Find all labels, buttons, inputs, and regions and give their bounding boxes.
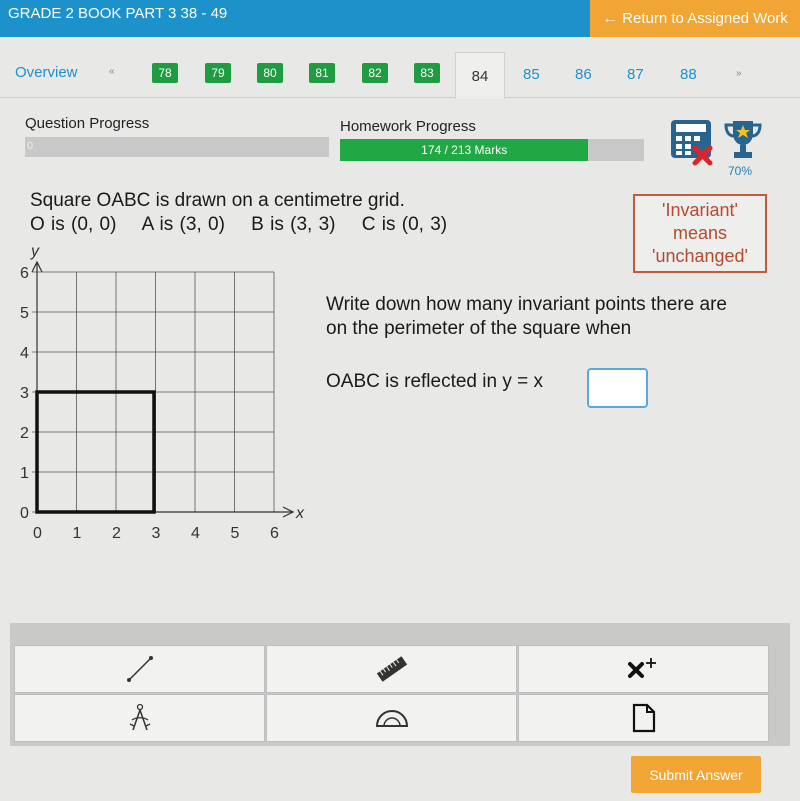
x-tick-label: 0 bbox=[33, 525, 42, 542]
x-tick-label: 2 bbox=[112, 525, 121, 542]
question-79-chip[interactable]: 79 bbox=[205, 63, 231, 83]
question-85-link[interactable]: 85 bbox=[523, 66, 540, 83]
return-to-assigned-work-button[interactable] bbox=[590, 0, 800, 37]
drawing-tools-panel bbox=[10, 623, 790, 746]
overview-link[interactable]: Overview bbox=[15, 64, 78, 81]
question-86-link[interactable]: 86 bbox=[575, 66, 592, 83]
line-tool-button[interactable] bbox=[14, 645, 265, 693]
prompt-line-2: on the perimeter of the square when bbox=[326, 318, 632, 339]
x-tick-label: 1 bbox=[72, 525, 82, 542]
prompt-line-1: Write down how many invariant points there are bbox=[326, 294, 727, 315]
question-88-link[interactable]: 88 bbox=[680, 66, 697, 83]
coord-b: B is (3, 3) bbox=[251, 214, 336, 235]
coordinate-grid bbox=[18, 240, 318, 545]
y-tick-label: 6 bbox=[20, 265, 29, 282]
homework-progress-bar bbox=[340, 139, 644, 161]
y-tick-label: 3 bbox=[20, 385, 29, 402]
x-tick-label: 3 bbox=[151, 525, 161, 542]
x-tick-label: 4 bbox=[191, 525, 200, 542]
question-navigation bbox=[0, 52, 800, 98]
y-axis-label: y bbox=[31, 243, 39, 260]
blank-page-tool-button[interactable] bbox=[518, 694, 769, 742]
vertex-coordinates bbox=[30, 214, 447, 236]
square-oabc bbox=[37, 392, 154, 512]
compass-tool-button[interactable] bbox=[14, 694, 265, 742]
x-tick-label: 6 bbox=[270, 525, 279, 542]
y-tick-label: 2 bbox=[20, 425, 29, 442]
question-text: Square OABC is drawn on a centimetre grid. bbox=[30, 190, 405, 211]
trophy-icon bbox=[722, 118, 764, 162]
y-tick-label: 0 bbox=[20, 505, 29, 522]
hint-line-2: means bbox=[672, 223, 728, 243]
ruler-tool-button[interactable] bbox=[266, 645, 517, 693]
x-axis-label: x bbox=[296, 505, 304, 522]
question-82-chip[interactable]: 82 bbox=[362, 63, 388, 83]
question-progress-bar bbox=[25, 137, 329, 157]
protractor-tool-button[interactable] bbox=[266, 694, 517, 742]
question-progress-value: 0 bbox=[27, 140, 34, 152]
previous-page-icon[interactable]: « bbox=[109, 66, 115, 77]
hint-line-3: 'unchanged' bbox=[652, 246, 748, 266]
coord-o: O is (0, 0) bbox=[30, 214, 117, 235]
compass-icon bbox=[125, 702, 155, 734]
question-78-chip[interactable]: 78 bbox=[152, 63, 178, 83]
ruler-icon bbox=[375, 654, 409, 684]
next-page-icon[interactable]: » bbox=[736, 68, 742, 79]
reflection-part-label: OABC is reflected in y = x bbox=[326, 371, 543, 392]
question-81-chip[interactable]: 81 bbox=[309, 63, 335, 83]
delete-tool-icon bbox=[624, 654, 664, 684]
calculator-not-allowed-icon bbox=[670, 118, 714, 166]
coord-a: A is (3, 0) bbox=[141, 214, 225, 235]
question-progress-label: Question Progress bbox=[25, 115, 150, 132]
question-84-tab-active[interactable]: 84 bbox=[455, 52, 505, 99]
question-87-link[interactable]: 87 bbox=[627, 66, 644, 83]
axes bbox=[32, 262, 293, 517]
invariant-hint-box bbox=[633, 194, 767, 273]
return-label: Return to Assigned Work bbox=[622, 10, 788, 27]
hint-line-1: 'Invariant' bbox=[662, 200, 738, 220]
assignment-title: GRADE 2 BOOK PART 3 38 - 49 bbox=[8, 5, 228, 22]
delete-tool-button[interactable] bbox=[518, 645, 769, 693]
line-tool-icon bbox=[125, 654, 155, 684]
blank-page-icon bbox=[631, 703, 657, 733]
y-tick-label: 5 bbox=[20, 305, 29, 322]
question-83-chip[interactable]: 83 bbox=[414, 63, 440, 83]
homework-progress-fill: 174 / 213 Marks bbox=[340, 139, 588, 161]
y-tick-label: 1 bbox=[20, 465, 29, 482]
top-bar bbox=[0, 0, 800, 37]
arrow-left-icon: ← bbox=[602, 9, 619, 27]
protractor-icon bbox=[374, 706, 410, 730]
submit-answer-button[interactable]: Submit Answer bbox=[631, 756, 761, 793]
coord-c: C is (0, 3) bbox=[361, 214, 448, 235]
answer-input[interactable] bbox=[587, 368, 648, 408]
score-percent: 70% bbox=[728, 164, 753, 178]
x-tick-label: 5 bbox=[230, 525, 240, 542]
question-80-chip[interactable]: 80 bbox=[257, 63, 283, 83]
homework-progress-label: Homework Progress bbox=[340, 118, 476, 135]
y-tick-label: 4 bbox=[20, 345, 29, 362]
